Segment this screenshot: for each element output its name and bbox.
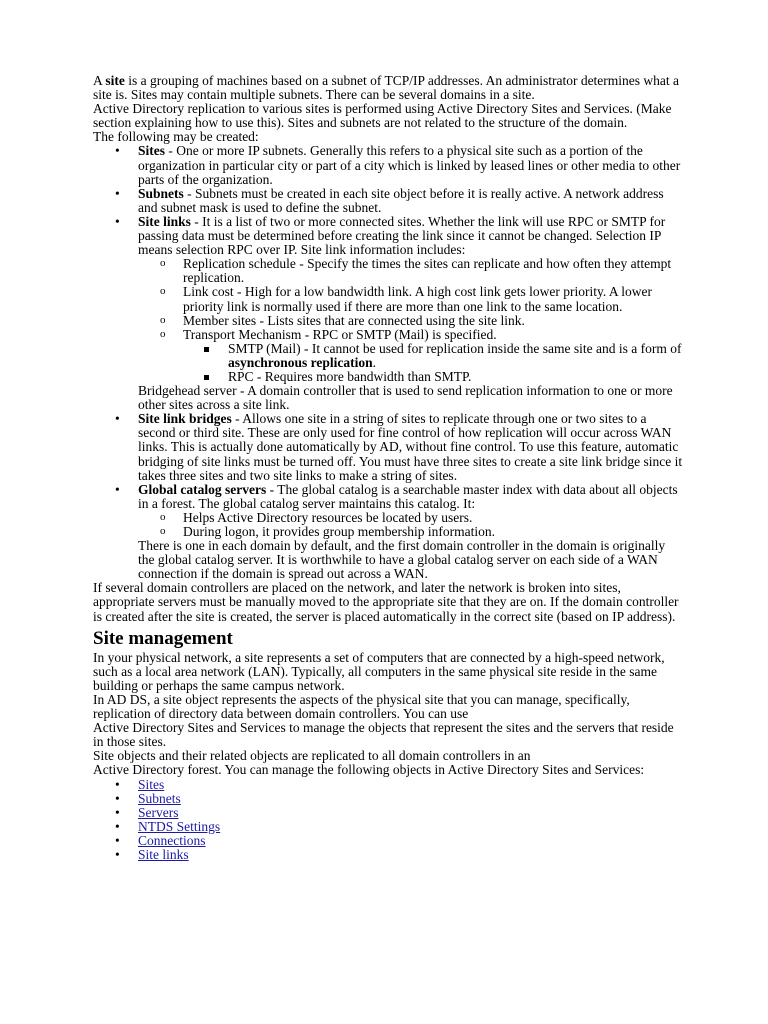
list-item-link <box>93 778 683 792</box>
list-item-subnets: • Subnets - Subnets must be created in each site object before it is really active. A network address and subnet mask is used to define the subnet. <box>93 187 683 215</box>
list-item-link <box>93 806 683 820</box>
created-objects-list <box>93 144 683 581</box>
global-catalog-paragraph: There is one in each domain by default, and the first domain controller in the domain is originally the global catalog server. It is worthwhile to have a global catalog server on each side of a WAN connection if the domain is spread out across a WAN. <box>138 538 666 582</box>
intro-paragraph-replication: Active Directory replication to various sites is performed using Active Directory Sites and Services. (Make section explaining how to use this). Sites and subnets are not related to the structure of the domain. <box>93 101 672 131</box>
servers-link[interactable]: Servers <box>138 804 179 820</box>
list-item-rpc: RPC - Requires more bandwidth than SMTP. <box>183 370 683 384</box>
intro-paragraph-site: A site is a grouping of machines based on a subnet of TCP/IP addresses. An administrator determines what a site is. Sites may contain multiple subnets. There can be several domains in a site. <box>93 73 680 103</box>
list-item-smtp: SMTP (Mail) - It cannot be used for replication inside the same site and is a form of asynchronous replication. <box>183 342 683 370</box>
list-item-transport-mechanism: o Transport Mechanism - RPC or SMTP (Mail) is specified. SMTP (Mail) - It cannot be used for replication inside the same site and is a form of asynchronous replication. RPC - Requires more bandwidth than SMTP. <box>138 328 683 384</box>
physical-network-paragraph: In your physical network, a site represents a set of computers that are connected by a high-speed network, such as a local area network (LAN). Typically, all computers in the same physical site reside in the same building or perhaps the same campus network. <box>93 649 665 693</box>
list-item-helps: o Helps Active Directory resources be located by users. <box>138 511 683 525</box>
section-heading: Site management <box>93 627 233 649</box>
transport-list <box>183 342 683 384</box>
bridgehead-server-paragraph: Bridgehead server - A domain controller that is used to send replication information to one or more other sites across a site link. <box>138 383 673 413</box>
list-item-global-catalog-servers: • Global catalog servers - The global catalog is a searchable master index with data about all objects in a forest. The global catalog server maintains this catalog. It: o Helps Active Directory resources be located by users. o During logon, it provides group membership information. There is one in each domain by default, and the first domain controller in the domain is originally the global catalog server. It is worthwhile to have a global catalog server on each side of a WAN connection if the domain is spread out across a WAN. <box>93 483 683 582</box>
list-item-link <box>93 848 683 862</box>
document-body <box>93 74 683 862</box>
site-link-info-list <box>138 257 683 384</box>
ntds-settings-link[interactable]: NTDS Settings <box>138 818 221 834</box>
list-item-site-link-bridges: • Site link bridges - Allows one site in a string of sites to replicate through one or two sites to a second or third site. These are only used for fine control of how replication will occur across WAN links. This is actually done automatically by AD, without fine control. To use this feature, automatic bridging of site links must be turned off. You must have three sites to create a site link bridge since it takes three sites and two site links to make a string of sites. <box>93 412 683 482</box>
list-item-link <box>93 820 683 834</box>
list-item-sites: • Sites - One or more IP subnets. Generally this refers to a physical site such as a portion of the organization in particular city or part of a city which is linked by leased lines or other media to other parts of the organization. <box>93 144 683 186</box>
site-links-link[interactable]: Site links <box>138 846 189 862</box>
list-item-site-links: • Site links - It is a list of two or more connected sites. Whether the link will use RPC or SMTP for passing data must be determined before creating the link since it cannot be changed. Selection IP means selection RPC over IP. Site link information includes: o Replication schedule - Specify the times the sites can replicate and how often they attempt replication. o Link cost - High for a low bandwidth link. A high cost link gets lower priority. A lower priority link is normally used if there are more than one link to the same location. o Member sites - Lists sites that are connected using the site link. o Transport Mechanism - RPC or SMTP (Mail) is specified. SMTP (Mail) - It cannot be used for replication inside the same site and is a form of asynchronous replication. RPC - Requires more bandwidth than SMTP. Bridgehead server - A domain controller that is used to send replication information to one or more other sites across a site link. <box>93 215 683 412</box>
ad-ds-paragraph: In AD DS, a site object represents the aspects of the physical site that you can manage, specifically, replication of directory data between domain controllers. You can use Active Directory Sites and Services to manage the objects that represent the sites and the servers that reside in those sites. <box>93 691 674 750</box>
subnets-link[interactable]: Subnets <box>138 790 181 806</box>
list-item-logon: o During logon, it provides group membership information. <box>138 525 683 539</box>
list-item-link <box>93 834 683 848</box>
list-item-link-cost: o Link cost - High for a low bandwidth link. A high cost link gets lower priority. A lower priority link is normally used if there are more than one link to the same location. <box>138 285 683 313</box>
term-site: site <box>105 73 125 88</box>
managed-objects-links <box>93 778 683 863</box>
global-catalog-list <box>138 511 683 539</box>
list-item-member-sites: o Member sites - Lists sites that are connected using the site link. <box>138 314 683 328</box>
list-item-link <box>93 792 683 806</box>
site-objects-paragraph: Site objects and their related objects are replicated to all domain controllers in an Active Directory forest. You can manage the following objects in Active Directory Sites and Services: <box>93 748 645 778</box>
domain-controllers-paragraph: If several domain controllers are placed on the network, and later the network is broken into sites, appropriate servers must be manually moved to the appropriate site that they are on. If the domain controller is created after the site is created, the server is placed automatically in the correct site (based on IP address). <box>93 580 679 624</box>
list-item-replication-schedule: o Replication schedule - Specify the times the sites can replicate and how often they attempt replication. <box>138 257 683 285</box>
intro-paragraph-following: The following may be created: <box>93 129 259 145</box>
sites-link[interactable]: Sites <box>138 776 165 792</box>
connections-link[interactable]: Connections <box>138 832 206 848</box>
